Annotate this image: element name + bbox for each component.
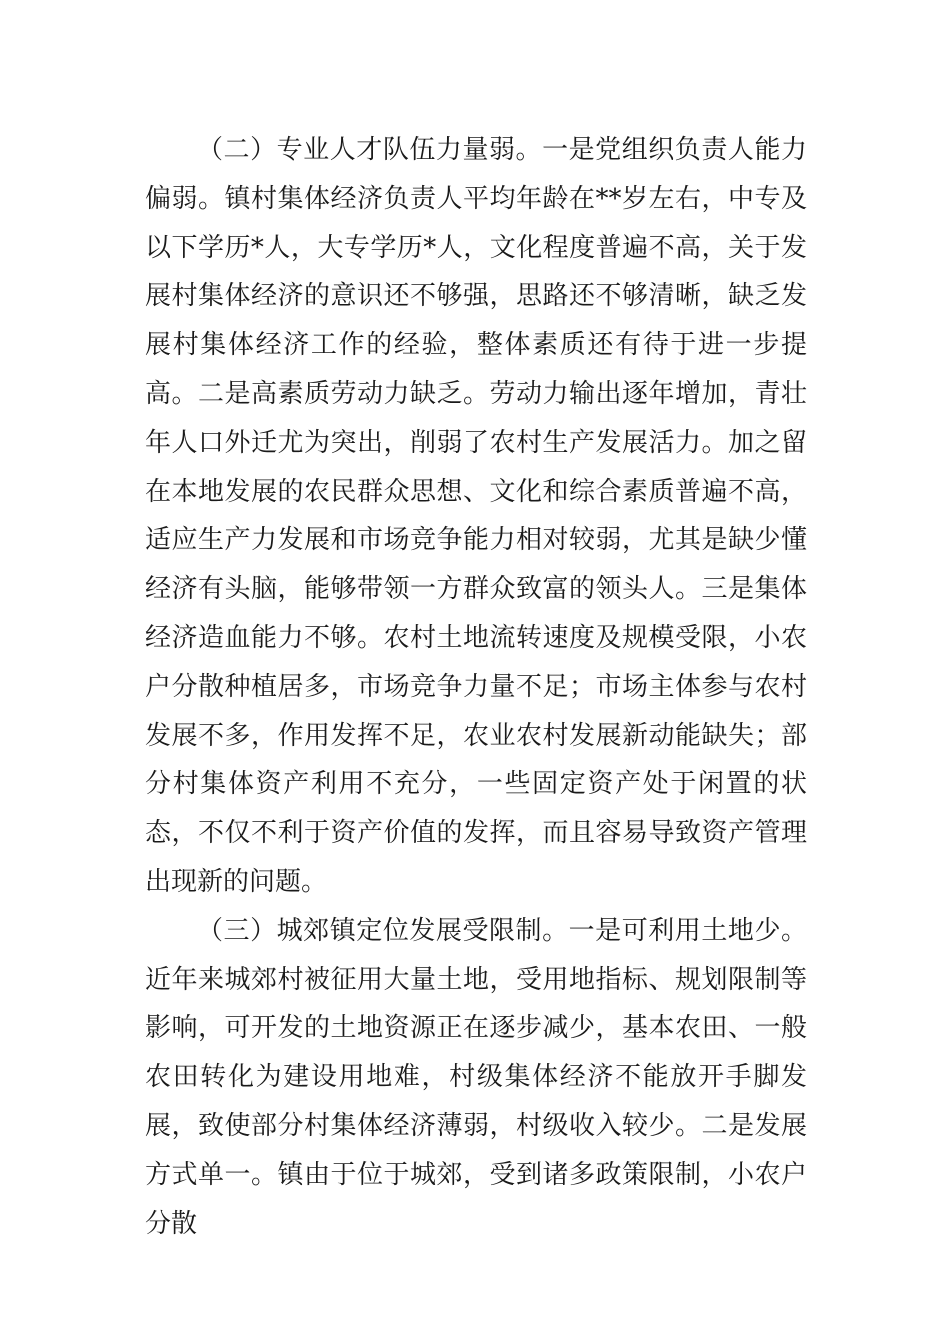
paragraph-suburban-development: （三）城郊镇定位发展受限制。一是可利用土地少。近年来城郊村被征用大量土地，受用地指标、规划限制等影响，可开发的土地资源正在逐步减少，基本农田、一般农田转化为建设用地难，村级集体经济不能放开手脚发展，致使部分村集体经济薄弱，村级收入较少。二是发展方式单一。镇由于位于城郊，受到诸多政策限制，小农户分散 (145, 915, 807, 1239)
paragraph-talent-shortage: （二）专业人才队伍力量弱。一是党组织负责人能力偏弱。镇村集体经济负责人平均年龄在**岁左右，中专及以下学历*人，大专学历*人，文化程度普遍不高，关于发展村集体经济的意识还不够强，思路还不够清晰，缺乏发展村集体经济工作的经验，整体素质还有待于进一步提高。二是高素质劳动力缺乏。劳动力输出逐年增加，青壮年人口外迁尤为突出，削弱了农村生产发展活力。加之留在本地发展的农民群众思想、文化和综合素质普遍不高，适应生产力发展和市场竞争能力相对较弱，尤其是缺少懂经济有头脑，能够带领一方群众致富的领头人。三是集体经济造血能力不够。农村土地流转速度及规模受限，小农户分散种植居多，市场竞争力量不足；市场主体参与农村发展不多，作用发挥不足，农业农村发展新动能缺失；部分村集体资产利用不充分，一些固定资产处于闲置的状态，不仅不利于资产价值的发挥，而且容易导致资产管理出现新的问题。 (145, 135, 807, 897)
document-body (145, 126, 807, 1248)
